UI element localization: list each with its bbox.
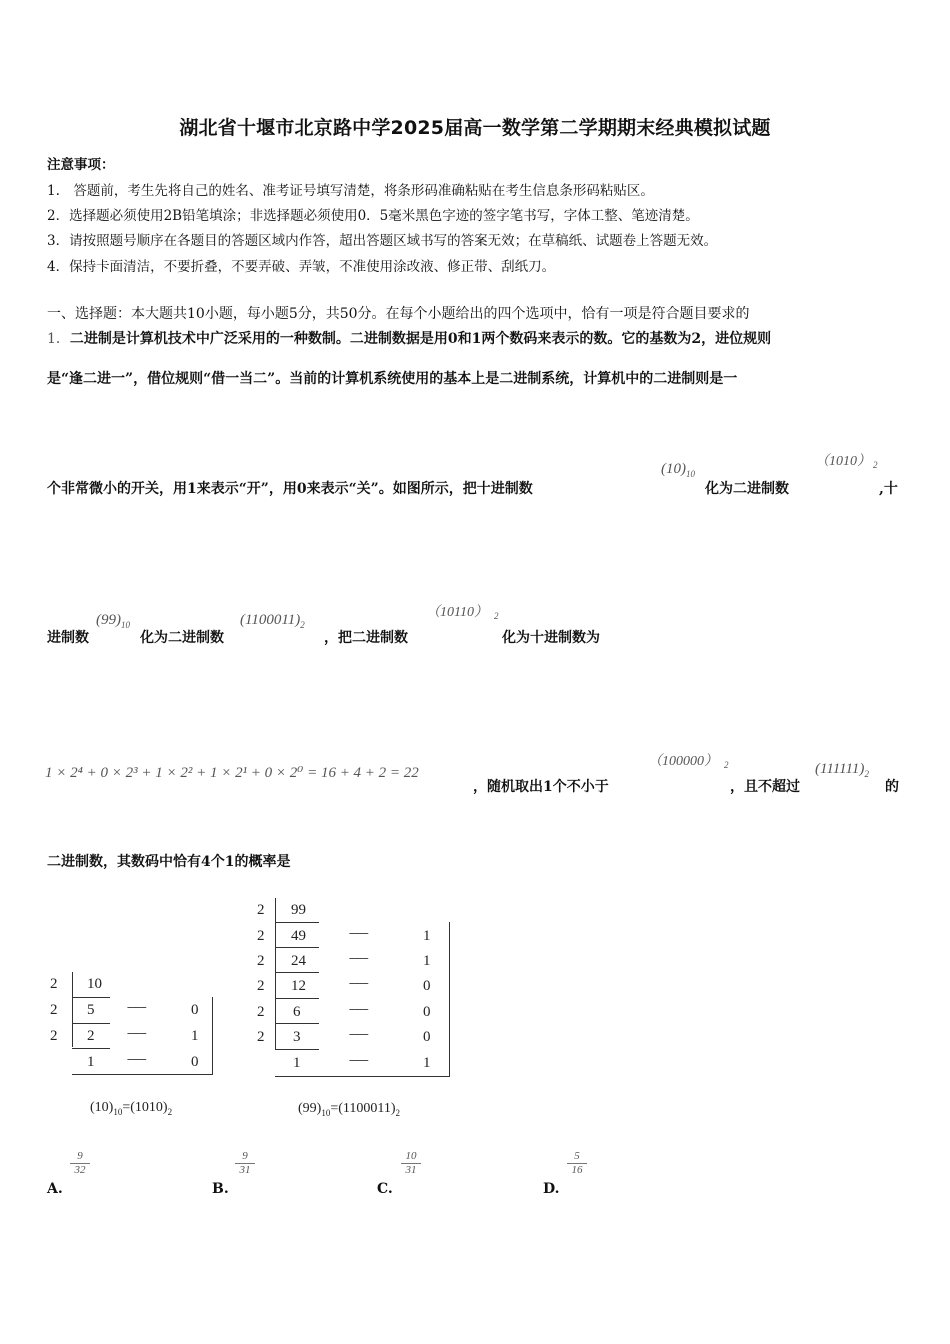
quotient: 6	[293, 1004, 301, 1020]
quotient: 10	[87, 976, 102, 992]
option-d-fraction: $\frac{5}{16}$	[567, 1150, 587, 1177]
quotient: 1	[87, 1054, 95, 1070]
dash: -------	[349, 927, 368, 939]
question-line-4a: 进制数	[47, 630, 89, 646]
question-number: 1．	[47, 331, 70, 347]
quotient: 24	[291, 953, 306, 969]
remainder: 1	[191, 1028, 199, 1044]
divisor: 2	[50, 976, 58, 992]
figure-caption-left: $(10)_{10}=(1010)_2$	[90, 1100, 173, 1117]
quotient: 2	[87, 1028, 95, 1044]
remainder: 1	[423, 928, 431, 944]
table-rule	[212, 997, 213, 1075]
remainder: 1	[423, 1055, 431, 1071]
question-line-5a: ，随机取出1个不小于	[473, 779, 609, 795]
remainder: 0	[423, 1004, 431, 1020]
question-line-2: 是“逢二进一”，借位规则“借一当二”。当前的计算机系统使用的基本上是二进制系统，计算机中的二进制则是一	[47, 371, 738, 387]
math-bin111111: $(111111)_2$	[815, 761, 869, 779]
table-rule	[72, 972, 73, 1047]
math-bin100000-sub: 2	[724, 760, 729, 770]
question-line-1: 1．二进制是计算机技术中广泛采用的一种数制。二进制数据是用0和1两个数码来表示的数。它的基数为2，进位规则	[47, 331, 772, 347]
dash: -------	[127, 1053, 146, 1065]
remainder: 0	[423, 1029, 431, 1045]
option-b-fraction: $\frac{9}{31}$	[235, 1150, 255, 1177]
question-line-4b: 化为二进制数	[140, 630, 224, 646]
dash: -------	[349, 977, 368, 989]
table-rule	[275, 998, 319, 999]
divisor: 2	[257, 902, 265, 918]
quotient: 3	[293, 1029, 301, 1045]
notice-item: 4．保持卡面清洁，不要折叠，不要弄破、弄皱，不准使用涂改液、修正带、刮纸刀。	[47, 259, 556, 275]
question-line-4d: 化为十进制数为	[502, 630, 600, 646]
question-line-3b: 化为二进制数	[705, 481, 789, 497]
section-heading: 一、选择题：本大题共10小题，每小题5分，共50分。在每个小题给出的四个选项中，恰有一项是符合题目要求的	[47, 306, 750, 322]
figure-caption-right: $(99)_{10}=(1100011)_2$	[298, 1101, 401, 1118]
math-bin10110: （10110）	[426, 605, 488, 620]
math-dec10: $(10)_{10}$	[661, 461, 695, 479]
notice-item: 1. 答题前，考生先将自己的姓名、准考证号填写清楚，将条形码准确粘贴在考生信息条形码粘贴区。	[47, 183, 654, 199]
table-rule	[275, 1049, 319, 1050]
table-rule	[72, 1074, 212, 1075]
math-bin1100011: $(1100011)_2$	[240, 612, 305, 630]
table-rule	[275, 1023, 319, 1024]
option-b[interactable]: B.	[212, 1181, 229, 1197]
question-line-6: 二进制数，其数码中恰有4个1的概率是	[47, 854, 291, 870]
table-rule	[275, 1076, 449, 1077]
option-c-fraction: $\frac{10}{31}$	[401, 1150, 421, 1177]
quotient: 12	[291, 978, 306, 994]
dash: -------	[127, 1001, 146, 1013]
question-line-5c: 的	[885, 779, 899, 795]
option-c[interactable]: C.	[377, 1181, 393, 1197]
math-bin100000: （100000）	[648, 754, 718, 769]
dash: -------	[349, 1003, 368, 1015]
notice-item: 3．请按照题号顺序在各题目的答题区域内作答，超出答题区域书写的答案无效；在草稿纸、试题卷上答题无效。	[47, 233, 718, 249]
quotient: 5	[87, 1002, 95, 1018]
divisor: 2	[50, 1028, 58, 1044]
option-a[interactable]: A.	[47, 1181, 63, 1197]
question-line-4c: ，把二进制数	[324, 630, 408, 646]
question-line-3c: ,十	[879, 481, 898, 497]
math-dec99: $(99)_{10}$	[96, 612, 130, 630]
notice-heading: 注意事项：	[47, 157, 115, 173]
divisor: 2	[257, 1004, 265, 1020]
table-rule	[72, 1023, 110, 1024]
remainder: 0	[191, 1002, 199, 1018]
quotient: 49	[291, 928, 306, 944]
dash: -------	[349, 952, 368, 964]
math-bin1010: （1010）	[815, 454, 871, 469]
remainder: 1	[423, 953, 431, 969]
page-title: 湖北省十堰市北京路中学2025届高一数学第二学期期末经典模拟试题	[179, 117, 771, 139]
remainder: 0	[191, 1054, 199, 1070]
table-rule	[275, 947, 319, 948]
divisor: 2	[257, 1029, 265, 1045]
table-rule	[449, 922, 450, 1077]
question-line-3a: 个非常微小的开关，用1来表示“开”，用0来表示“关”。如图所示，把十进制数	[47, 481, 533, 497]
divisor: 2	[257, 953, 265, 969]
dash: -------	[349, 1054, 368, 1066]
table-rule	[72, 1048, 110, 1049]
table-rule	[72, 997, 110, 998]
math-expansion: 1 × 2⁴ + 0 × 2³ + 1 × 2² + 1 × 2¹ + 0 × 2⁰ = 16 + 4 + 2 = 22	[45, 765, 419, 781]
divisor: 2	[50, 1002, 58, 1018]
math-bin1010-sub: 2	[873, 460, 878, 470]
divisor: 2	[257, 928, 265, 944]
quotient: 1	[293, 1055, 301, 1071]
remainder: 0	[423, 978, 431, 994]
notice-item: 2．选择题必须使用2B铅笔填涂；非选择题必须使用0．5毫米黑色字迹的签字笔书写，字体工整、笔迹清楚。	[47, 208, 699, 224]
option-a-fraction: $\frac{9}{32}$	[70, 1150, 90, 1177]
table-rule	[275, 898, 276, 1049]
table-rule	[275, 922, 319, 923]
quotient: 99	[291, 902, 306, 918]
math-bin10110-sub: 2	[494, 611, 499, 621]
option-d[interactable]: D.	[543, 1181, 560, 1197]
dash: -------	[349, 1028, 368, 1040]
table-rule	[275, 972, 319, 973]
question-line-5b: ，且不超过	[730, 779, 800, 795]
dash: -------	[127, 1027, 146, 1039]
divisor: 2	[257, 978, 265, 994]
